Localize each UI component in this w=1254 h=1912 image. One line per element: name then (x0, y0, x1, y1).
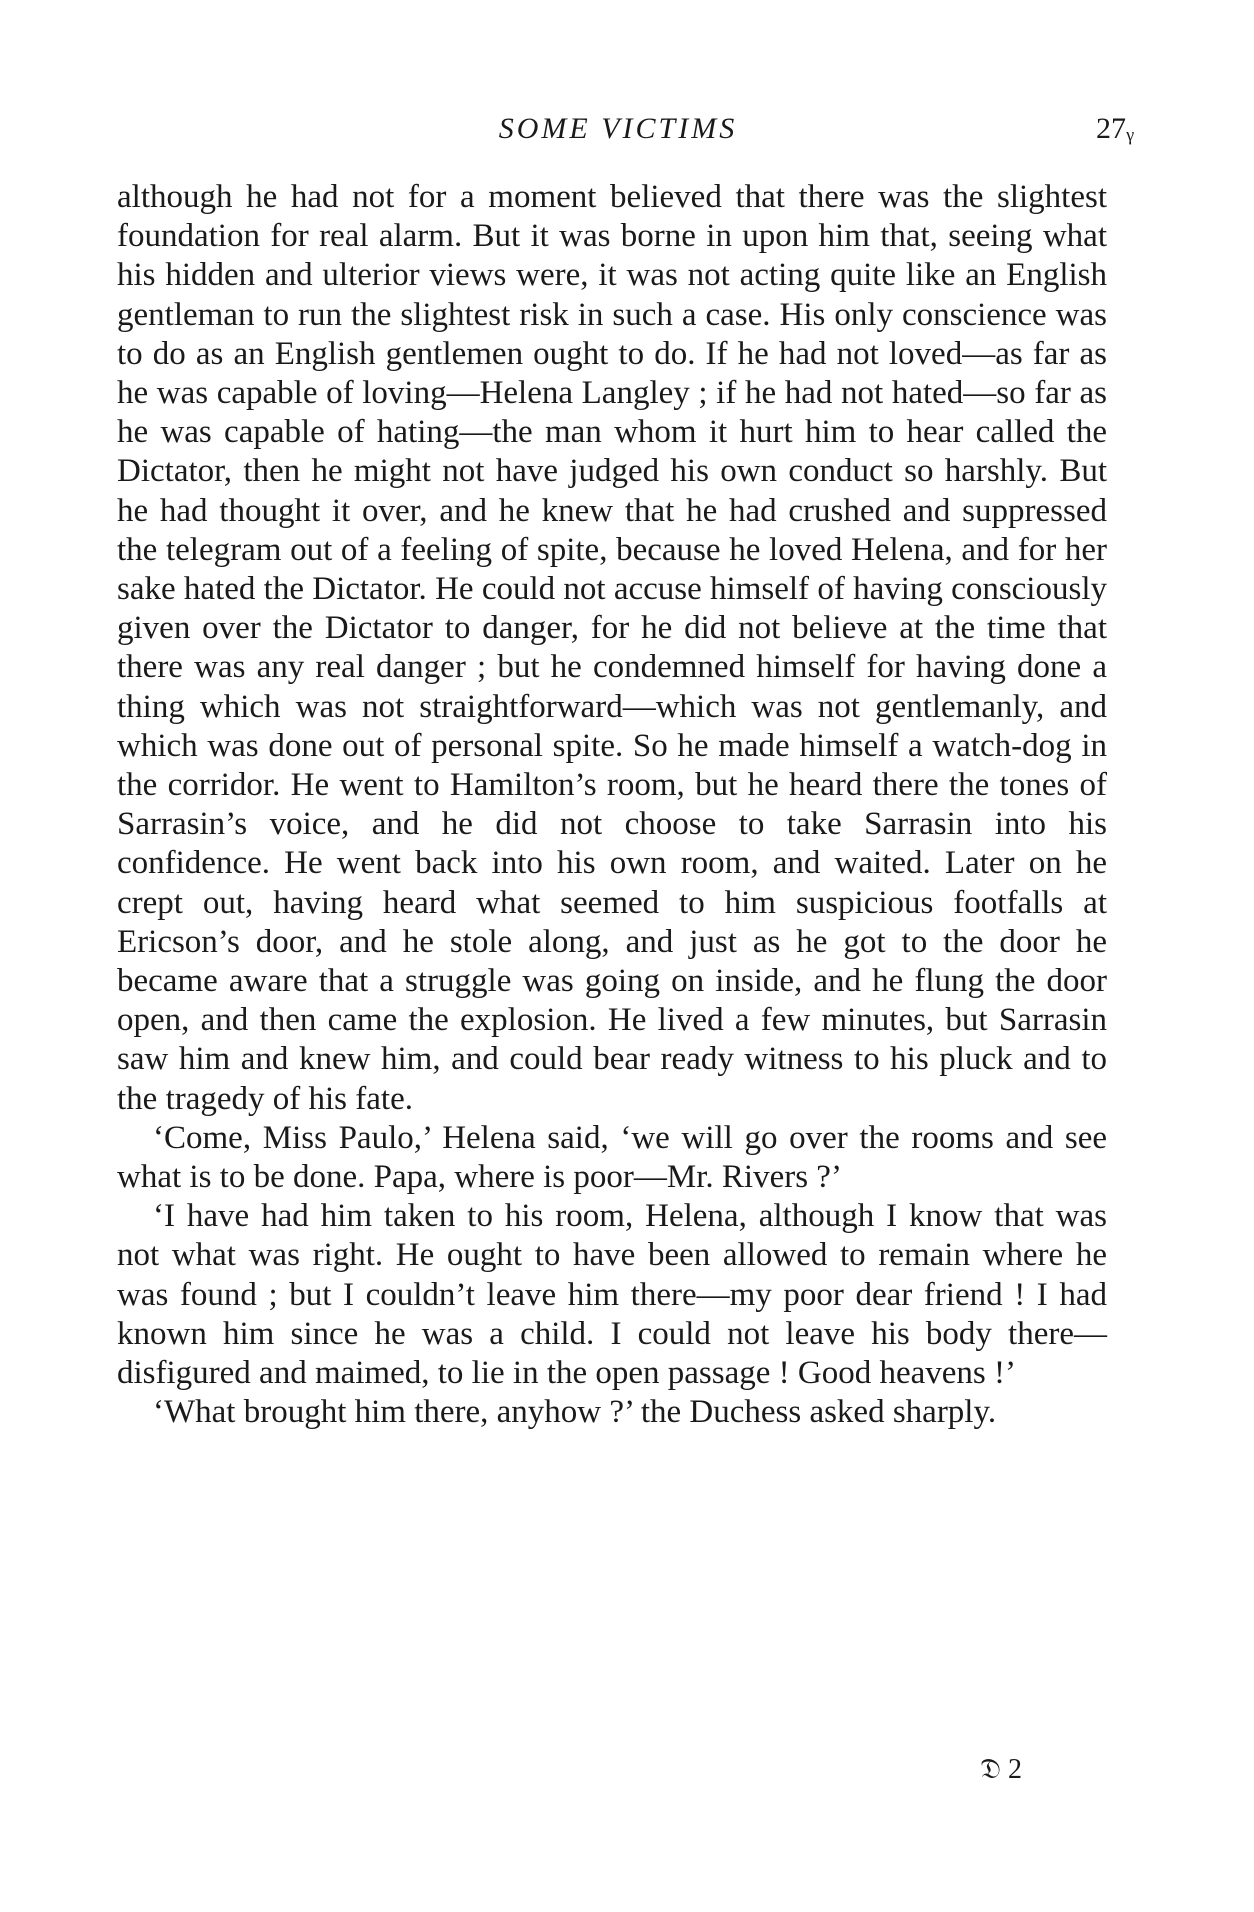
running-head: SOME VICTIMS (498, 112, 738, 145)
body-text (117, 178, 1107, 1433)
page-header (118, 112, 1134, 152)
page-number: 27ᵧ (1096, 112, 1134, 145)
paragraph-1: although he had not for a moment believed that there was the slightest foundation for real alarm. But it was borne in upon him that, seeing what his hidden and ulterior views were, it was not acting quite like an English gentleman to run the slightest risk in such a case. His only conscience was to do as an English gentlemen ought to do. If he had not loved—as far as he was capable of loving—Helena Langley ; if he had not hated—so far as he was capable of hating—the man whom it hurt him to hear called the Dictator, then he might not have judged his own conduct so harshly. But he had thought it over, and he knew that he had crushed and suppressed the telegram out of a feeling of spite, because he loved Helena, and for her sake hated the Dictator. He could not accuse himself of having consciously given over the Dictator to danger, for he did not believe at the time that there was any real danger ; but he condemned himself for having done a thing which was not straightforward—which was not gentlemanly, and which was done out of personal spite. So he made himself a watch-dog in the corridor. He went to Hamilton’s room, but he heard there the tones of Sarrasin’s voice, and he did not choose to take Sarrasin into his confidence. He went back into his own room, and waited. Later on he crept out, having heard what seemed to him suspicious footfalls at Ericson’s door, and he stole along, and just as he got to the door he became aware that a struggle was going on inside, and he flung the door open, and then came the explosion. He lived a few minutes, but Sarrasin saw him and knew him, and could bear ready witness to his pluck and to the tragedy of his fate. (117, 179, 1107, 1117)
paragraph-2: ‘Come, Miss Paulo,’ Helena said, ‘we will go over the rooms and see what is to be done. Papa, where is poor—Mr. Rivers ?’ (117, 1119, 1107, 1196)
paragraph-3: ‘I have had him taken to his room, Helena, although I know that was not what was right. He ought to have been allowed to remain where he was found ; but I couldn’t leave him there—my poor dear friend ! I had known him since he was a child. I could not leave his body there—disfigured and maimed, to lie in the open passage ! Good heavens !’ (117, 1198, 1107, 1392)
paragraph-4: ‘What brought him there, anyhow ?’ the Duchess asked sharply. (153, 1394, 997, 1431)
signature-mark: 𝔇 2 (980, 1754, 1022, 1785)
